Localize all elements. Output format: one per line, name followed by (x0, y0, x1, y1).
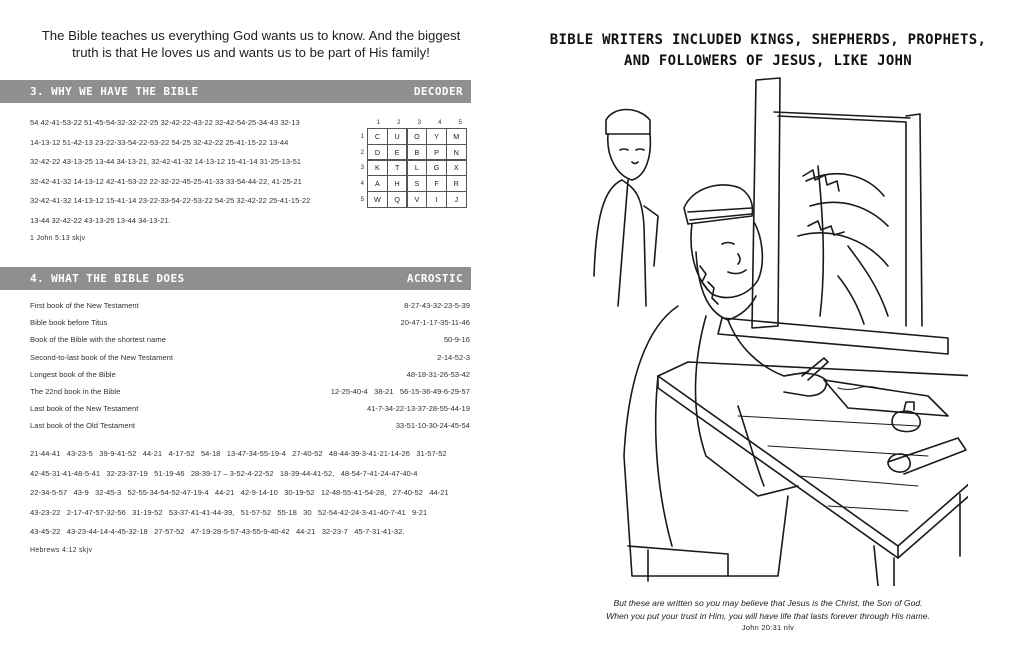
decoder-cell: N (446, 144, 467, 161)
decoder-cell: H (387, 175, 408, 192)
clue-code: 48-18-31-26-53-42 (406, 369, 470, 379)
section-3-title: 3. WHY WE HAVE THE BIBLE (30, 85, 199, 98)
decoder-cell: G (426, 160, 447, 177)
clue-question: Last book of the Old Testament (30, 421, 135, 431)
code-line: 21-44-41 43-23-5 39-9-41-52 44-21 4-17-52 54-18 13-47-34-55-19-4 27-40-52 48-44-39-3-41-21-14-26 31-57-52 (30, 449, 447, 458)
decoder-cell: D (367, 144, 388, 161)
column-number: 3 (417, 120, 421, 126)
row-number: 3 (360, 165, 364, 172)
clue-code: 2-14-52-3 (437, 352, 470, 362)
section-3-kind: DECODER (413, 85, 463, 98)
decoder-cell: E (387, 144, 408, 161)
decoder-column-numbers (368, 120, 471, 126)
decoder-puzzle-text (30, 118, 350, 242)
decoder-cell: Y (426, 128, 447, 145)
code-line: 14-13-12 51-42-13 23-22-33-54-22-53-22 54-25 32-42-22 25-41-15-22 13-44 (30, 137, 289, 147)
decoder-cell: U (387, 128, 408, 145)
decoder-row (360, 192, 471, 208)
intro-line-1: The Bible teaches us everything God wants us to know. And the biggest (41, 28, 461, 43)
clue-row (30, 301, 470, 318)
clue-code: 41-7-34-22-13-37-28-55-44-19 (366, 404, 470, 414)
decoder-cell: R (446, 175, 467, 192)
clue-code: 12-25-40-4 38-21 56-15-36-49-6-29-57 (330, 386, 470, 396)
clue-code: 50-9-16 (443, 335, 470, 345)
decoder-cell: X (446, 160, 467, 177)
decoder-grid (360, 120, 471, 208)
title-line-1: BIBLE WRITERS INCLUDED KINGS, SHEPHERDS, PROPHETS, (549, 32, 987, 48)
row-number: 2 (360, 149, 364, 156)
code-line: 32-42-41-32 14-13-12 15-41-14 23-22-33-54-22-53-22 54-25 32-42-22 25-41-15-22 (30, 196, 311, 205)
code-line: 13-44 32-42-22 43-13-25 13-44 34-13-21. (30, 215, 171, 225)
section-3-reference: 1 John 5:13 skjv (30, 235, 86, 242)
verse-line-1: But these are written so you may believe that Jesus is the Christ, the Son of God. (613, 598, 923, 608)
column-number: 5 (458, 120, 462, 126)
clue-row (30, 404, 470, 421)
row-number: 4 (360, 181, 364, 188)
decoder-cell: M (446, 128, 467, 145)
clue-row (30, 370, 470, 387)
decoder-cell: L (407, 160, 428, 177)
section-4-kind: ACROSTIC (406, 272, 463, 285)
title-line-2: AND FOLLOWERS OF JESUS, LIKE JOHN (623, 53, 913, 69)
decoder-cell: F (426, 175, 447, 192)
decoder-cell: T (387, 160, 408, 177)
clue-code: 20-47-1-17-35-11-46 (400, 318, 470, 328)
row-number: 1 (360, 134, 364, 140)
decoder-cell: O (407, 128, 428, 145)
intro-line-2: truth is that He loves us and wants us to be part of His family! (72, 45, 430, 60)
decoder-row (360, 176, 471, 192)
acrostic-puzzle-text (30, 449, 470, 554)
section-4-header (0, 267, 471, 290)
clue-question: Book of the Bible with the shortest name (30, 335, 166, 345)
decoder-row (360, 145, 471, 161)
verse-reference: John 20:31 nlv (741, 623, 795, 632)
code-line: 54 42-41-53-22 51-45-54-32-32-22-25 32-42-22-43-22 32-42-54-25-34-43 32-13 (30, 118, 300, 127)
clue-row (30, 335, 470, 352)
decoder-cell: I (426, 191, 447, 208)
right-page (512, 0, 1024, 663)
code-line: 43-45-22 43-23-44-14-4-45-32-18 27-57-52 47-19-28-5-57-43-55-9-40-42 44-21 32-23-7 45-7-31-41-32. (30, 527, 405, 536)
clue-question: Bible book before Titus (30, 318, 108, 328)
code-line: 22-34-5-57 43-9 32-45-3 52-55-34-54-52-47-19-4 44-21 42-9-14-10 30-19-52 12-48-55-41-54-28, 27-40-52 44-21 (30, 488, 449, 497)
clue-row (30, 353, 470, 370)
code-line: 42-45-31-41-48-5-41 32-23-37-19 51-19-46 28-39-17 – 3-52-4-22-52 18-39-44-41-52, 48-54-7-41-24-47-40-4 (30, 468, 418, 478)
decoder-row (360, 129, 471, 145)
section-3-header (0, 80, 471, 103)
clue-question: Second-to-last book of the New Testament (30, 352, 173, 362)
decoder-cell: V (407, 191, 428, 208)
acrostic-clues (30, 301, 470, 439)
coloring-illustration (588, 76, 968, 586)
row-number: 5 (360, 196, 364, 203)
decoder-cell: W (367, 191, 388, 208)
decoder-cell: A (367, 175, 388, 192)
clue-row (30, 318, 470, 335)
decoder-row (360, 160, 471, 176)
decoder-cell: Q (387, 191, 408, 208)
decoder-cell: C (367, 128, 388, 145)
clue-question: First book of the New Testament (30, 301, 139, 310)
scripture-verse (512, 597, 1024, 635)
verse-line-2: When you put your trust in Him, you will have life that lasts forever through His name. (606, 610, 930, 621)
clue-row (30, 421, 470, 438)
section-4-reference: Hebrews 4:12 skjv (30, 546, 93, 554)
section-4-title: 4. WHAT THE BIBLE DOES (30, 272, 185, 285)
illustration-title (512, 30, 1024, 72)
code-line: 32-42-22 43-13-25 13-44 34-13-21, 32-42-41-32 14-13-12 15-41-14 31-25-13-51 (30, 157, 302, 166)
clue-question: Longest book of the Bible (30, 369, 116, 379)
code-line: 32-42-41-32 14-13-12 42-41-53-22 22-32-22-45-25-41-33 33-54-44-22, 41-25-21 (30, 176, 302, 186)
clue-row (30, 387, 470, 404)
intro-text (30, 27, 472, 61)
clue-code: 33-51-10-30-24-45-54 (395, 421, 470, 431)
decoder-cell: S (407, 175, 428, 192)
column-number: 1 (376, 120, 380, 126)
code-line: 43-23-22 2-17-47-57-32-56 31-19-52 53-37-41-41-44-39, 51-57-52 55-18 30 52-54-42-24-3-41-40-7-41 9-21 (30, 507, 428, 517)
clue-question: The 22nd book in the Bible (30, 386, 121, 396)
column-number: 2 (397, 120, 401, 126)
decoder-cell: K (367, 160, 388, 177)
column-number: 4 (438, 120, 442, 126)
clue-code: 8-27-43-32-23-5-39 (404, 301, 470, 310)
decoder-cell: J (446, 191, 467, 208)
clue-question: Last book of the New Testament (30, 404, 139, 414)
decoder-cell: P (426, 144, 447, 161)
decoder-cell: B (407, 144, 428, 161)
